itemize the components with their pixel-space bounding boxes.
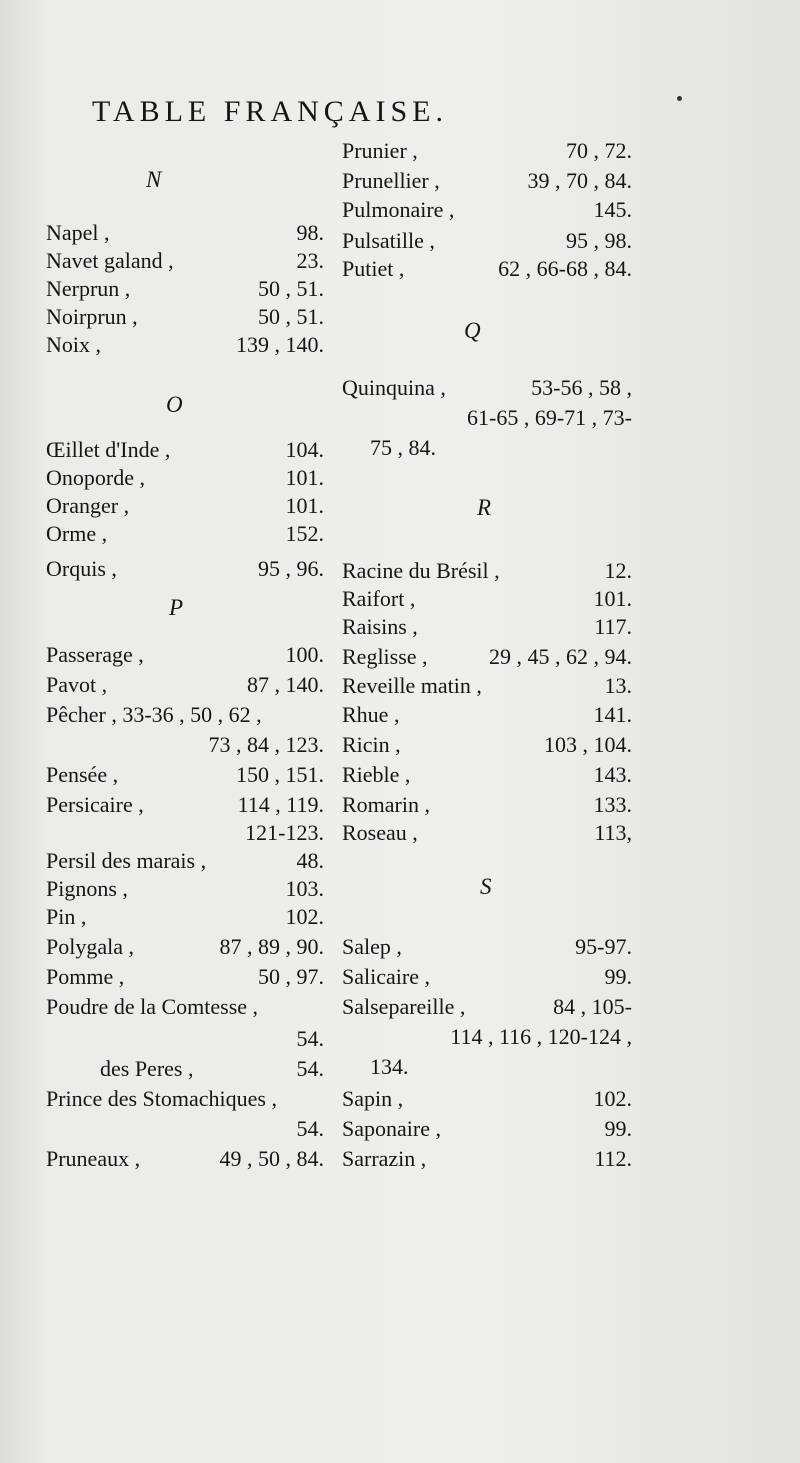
entry-pages: 73 , 84 , 123. <box>208 732 324 757</box>
ink-spot <box>677 96 682 101</box>
entry-term: Roseau , <box>342 820 418 845</box>
index-entry <box>342 760 632 790</box>
entry-pages: 150 , 151. <box>236 762 324 787</box>
entry-pages: 99. <box>604 964 632 989</box>
index-entry <box>342 671 632 701</box>
entry-pages: 29 , 45 , 62 , 94. <box>489 644 632 669</box>
entry-pages: 114 , 116 , 120-124 , <box>450 1024 632 1049</box>
entry-pages: 103. <box>285 876 324 901</box>
index-entry-continuation <box>342 1052 632 1082</box>
index-entry <box>342 1144 632 1174</box>
entry-term: Pignons , <box>46 876 128 901</box>
entry-term: Quinquina , <box>342 375 446 400</box>
entry-pages: 145. <box>593 197 632 222</box>
entry-term: Pin , <box>46 904 87 929</box>
entry-term: Navet galand , <box>46 248 174 273</box>
index-entry <box>342 584 632 614</box>
entry-term: Reglisse , <box>342 644 428 669</box>
entry-pages: 117. <box>594 614 632 639</box>
entry-term: Romarin , <box>342 792 430 817</box>
index-entry-continuation <box>46 818 324 848</box>
entry-pages: 62 , 66-68 , 84. <box>498 256 632 281</box>
entry-pages: 95 , 96. <box>258 556 324 581</box>
index-entry <box>46 302 324 332</box>
index-entry <box>46 760 324 790</box>
index-entry <box>46 640 324 670</box>
index-entry <box>342 254 632 284</box>
entry-pages: 101. <box>593 586 632 611</box>
entry-pages: 114 , 119. <box>237 792 324 817</box>
entry-term: Reveille matin , <box>342 673 482 698</box>
index-entry <box>46 932 324 962</box>
entry-term: Raisins , <box>342 614 418 639</box>
index-entry <box>46 874 324 904</box>
entry-pages: 39 , 70 , 84. <box>527 168 632 193</box>
entry-pages: 102. <box>593 1086 632 1111</box>
section-heading-p: P <box>169 595 184 620</box>
entry-pages: 113, <box>594 820 632 845</box>
entry-pages: 50 , 51. <box>258 276 324 301</box>
index-entry <box>342 136 632 166</box>
entry-term: Napel , <box>46 220 110 245</box>
entry-pages: 101. <box>285 465 324 490</box>
entry-term: Pensée , <box>46 762 119 787</box>
entry-term: Salicaire , <box>342 964 430 989</box>
entry-term: Saponaire , <box>342 1116 441 1141</box>
entry-pages: 84 , 105- <box>553 994 632 1019</box>
entry-pages: 54. <box>296 1056 324 1081</box>
index-entry <box>46 491 324 521</box>
index-entry <box>342 700 632 730</box>
index-entry <box>46 435 324 465</box>
entry-term: Pavot , <box>46 672 108 697</box>
entry-pages: 99. <box>604 1116 632 1141</box>
entry-term: Persil des marais , <box>46 848 207 873</box>
index-entry <box>342 1114 632 1144</box>
entry-pages: 152. <box>285 521 324 546</box>
entry-pages: 103 , 104. <box>544 732 632 757</box>
entry-term: Œillet d'Inde , <box>46 437 171 462</box>
entry-term: Salep , <box>342 934 402 959</box>
index-entry <box>342 226 632 256</box>
entry-term: Putiet , <box>342 256 405 281</box>
index-entry <box>46 670 324 700</box>
section-heading-o: O <box>166 392 183 417</box>
page-title: TABLE FRANÇAISE. <box>92 95 448 128</box>
entry-pages: 139 , 140. <box>236 332 324 357</box>
entry-pages: 112. <box>594 1146 632 1171</box>
index-entry <box>342 642 632 672</box>
entry-term: Rhue , <box>342 702 400 727</box>
index-entry <box>46 992 324 1022</box>
entry-term: Pulmonaire , <box>342 197 455 222</box>
entry-pages: 13. <box>604 673 632 698</box>
index-entry <box>46 246 324 276</box>
index-entry <box>46 700 324 730</box>
entry-pages: 101. <box>285 493 324 518</box>
entry-pages: 95-97. <box>575 934 632 959</box>
index-entry <box>46 1084 324 1114</box>
index-entry <box>342 790 632 820</box>
index-entry <box>46 463 324 493</box>
entry-term: Noirprun , <box>46 304 138 329</box>
index-entry-subentry <box>46 1054 324 1084</box>
entry-term: Onoporde , <box>46 465 145 490</box>
index-entry <box>46 846 324 876</box>
index-entry <box>46 962 324 992</box>
index-entry <box>342 373 632 403</box>
entry-term: Prunier , <box>342 138 418 163</box>
entry-pages: 75 , 84. <box>370 435 436 460</box>
entry-pages: 134. <box>370 1054 409 1079</box>
index-entry <box>342 612 632 642</box>
entry-term: Orme , <box>46 521 108 546</box>
entry-pages: 50 , 51. <box>258 304 324 329</box>
section-heading-n: N <box>146 167 162 192</box>
entry-pages: 141. <box>593 702 632 727</box>
entry-pages: 54. <box>296 1026 324 1051</box>
index-entry <box>46 1144 324 1174</box>
entry-pages: 133. <box>593 792 632 817</box>
index-entry <box>342 195 632 225</box>
index-entry <box>46 330 324 360</box>
section-heading-r: R <box>477 495 492 520</box>
entry-term: des Peres , <box>100 1056 194 1081</box>
entry-pages: 143. <box>593 762 632 787</box>
entry-term: Salsepareille , <box>342 994 466 1019</box>
entry-term: Polygala , <box>46 934 134 959</box>
entry-pages: 104. <box>285 437 324 462</box>
entry-term: Orquis , <box>46 556 117 581</box>
index-entry <box>342 1084 632 1114</box>
entry-term: Pruneaux , <box>46 1146 141 1171</box>
index-entry-continuation <box>342 1022 632 1052</box>
index-entry-continuation <box>46 1114 324 1144</box>
entry-term: Poudre de la Comtesse , <box>46 994 259 1019</box>
index-entry <box>342 166 632 196</box>
entry-term: Passerage , <box>46 642 144 667</box>
index-entry <box>342 730 632 760</box>
index-entry-continuation <box>342 433 632 463</box>
entry-pages: 54. <box>296 1116 324 1141</box>
entry-pages: 48. <box>296 848 324 873</box>
index-entry-continuation <box>46 730 324 760</box>
entry-term: Sarrazin , <box>342 1146 427 1171</box>
entry-term: Oranger , <box>46 493 130 518</box>
entry-term: Rieble , <box>342 762 411 787</box>
entry-term: Prunellier , <box>342 168 440 193</box>
section-heading-q: Q <box>464 318 481 343</box>
index-entry <box>342 992 632 1022</box>
index-entry <box>46 554 324 584</box>
index-entry-continuation <box>46 1024 324 1054</box>
entry-pages: 53-56 , 58 , <box>531 375 632 400</box>
index-entry <box>46 902 324 932</box>
entry-pages: 121-123. <box>245 820 324 845</box>
entry-pages: 50 , 97. <box>258 964 324 989</box>
entry-pages: 98. <box>296 220 324 245</box>
index-entry <box>46 218 324 248</box>
entry-term: Nerprun , <box>46 276 131 301</box>
index-entry <box>342 962 632 992</box>
entry-term: Prince des Stomachiques , <box>46 1086 277 1111</box>
entry-term: Racine du Brésil , <box>342 558 500 583</box>
entry-term: Noix , <box>46 332 101 357</box>
entry-pages: 23. <box>296 248 324 273</box>
entry-term: Pulsatille , <box>342 228 435 253</box>
section-heading-s: S <box>480 874 492 899</box>
entry-pages: 87 , 140. <box>247 672 324 697</box>
entry-pages: 102. <box>285 904 324 929</box>
index-entry <box>46 790 324 820</box>
entry-term: Pêcher , 33-36 , 50 , 62 , <box>46 702 262 727</box>
entry-term: Sapin , <box>342 1086 404 1111</box>
entry-pages: 95 , 98. <box>566 228 632 253</box>
index-entry <box>342 556 632 586</box>
entry-pages: 100. <box>285 642 324 667</box>
index-entry <box>342 818 632 848</box>
entry-pages: 87 , 89 , 90. <box>219 934 324 959</box>
entry-pages: 70 , 72. <box>566 138 632 163</box>
index-entry <box>46 274 324 304</box>
entry-term: Ricin , <box>342 732 401 757</box>
entry-pages: 61-65 , 69-71 , 73- <box>467 405 632 430</box>
entry-term: Raifort , <box>342 586 416 611</box>
index-entry-continuation <box>342 403 632 433</box>
entry-term: Pomme , <box>46 964 125 989</box>
entry-pages: 49 , 50 , 84. <box>219 1146 324 1171</box>
entry-pages: 12. <box>604 558 632 583</box>
index-entry <box>342 932 632 962</box>
entry-term: Persicaire , <box>46 792 144 817</box>
index-entry <box>46 519 324 549</box>
